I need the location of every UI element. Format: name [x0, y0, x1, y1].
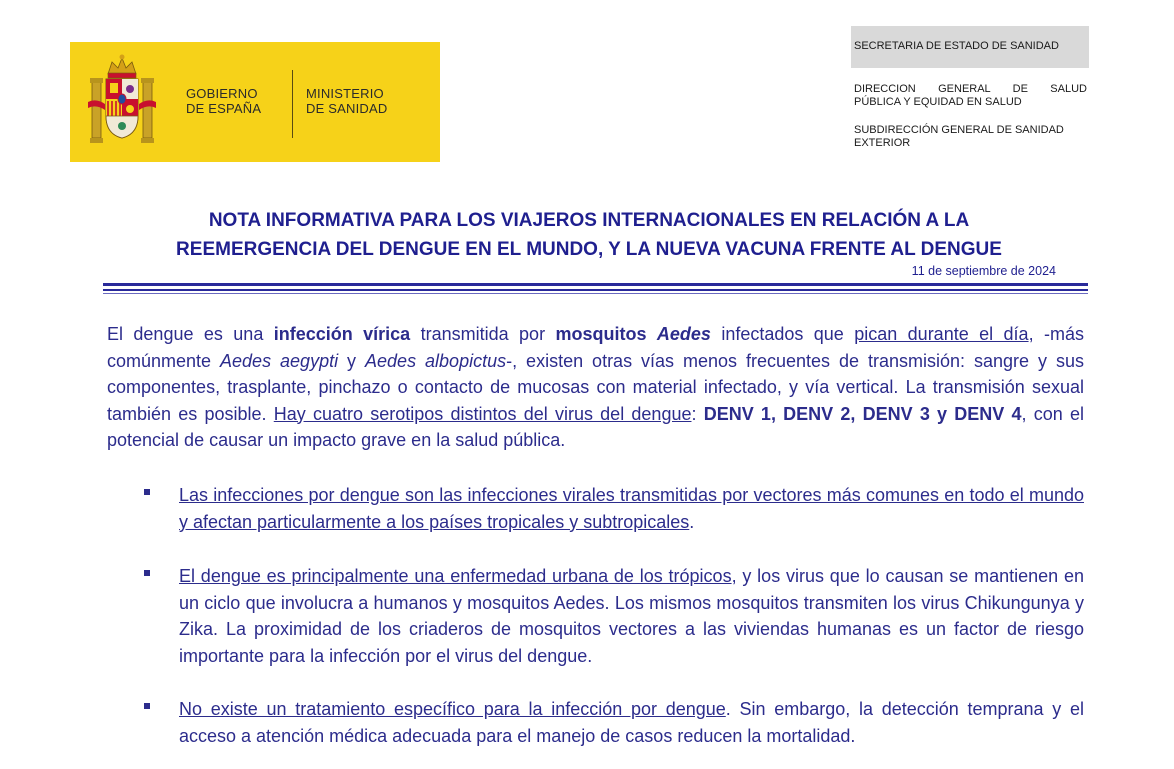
bullet-text: , y los virus que lo causan se mantienen en un ciclo que involucra a humanos y mosquitos Aedes. Los mismos mosquitos transmiten los virus Chikungunya y Zika. La proximidad de los criaderos de mosquitos vectores a las viviendas humanas es un factor de riesgo importante para la infección por el virus del dengue. [179, 566, 1084, 666]
intro-text: , -más comúnmente [107, 324, 1084, 371]
bullet-marker-icon [143, 489, 153, 499]
intro-text: , con el potencial de causar un impacto grave en la salud pública. [107, 403, 1084, 450]
intro-text: El dengue es una [107, 324, 274, 344]
direccion-general [854, 83, 1087, 109]
bullet-item [179, 482, 1084, 535]
intro-bold-italic: Aedes [656, 324, 711, 344]
bullet-marker-icon [143, 570, 153, 580]
intro-underline: Hay cuatro serotipos distintos del virus del dengue [273, 403, 692, 424]
min-line-2: DE SANIDAD [306, 101, 388, 116]
secretaria-label: SECRETARIA DE ESTADO DE SANIDAD [851, 26, 1089, 68]
gobierno-text [186, 86, 261, 116]
bullet-text: . Sin embargo, la detección temprana y el acceso a atención médica adecuada para el manejo de casos reducen la mortalidad. [179, 699, 1084, 746]
subdireccion-general [854, 124, 1087, 150]
intro-text: y [338, 350, 366, 371]
direccion-line-2: PÚBLICA Y EQUIDAD EN SALUD [854, 96, 1022, 108]
intro-text: : [691, 403, 704, 424]
document-date: 11 de septiembre de 2024 [911, 264, 1056, 278]
document-title [100, 206, 1078, 264]
title-rule-bottom [103, 293, 1088, 294]
bullet-underline: El dengue es principalmente una enfermedad urbana de los trópicos [179, 566, 732, 586]
bullet-item [179, 563, 1084, 669]
bullet-item [179, 696, 1084, 749]
ministerio-text [306, 86, 387, 116]
title-line-1: NOTA INFORMATIVA PARA LOS VIAJEROS INTERNACIONALES EN RELACIÓN A LA [208, 210, 970, 231]
intro-bold: infección vírica [273, 324, 411, 344]
intro-bold: DENV 1, DENV 2, DENV 3 y DENV 4 [703, 403, 1022, 424]
logo-divider [292, 70, 293, 138]
title-rule-top [103, 283, 1088, 286]
intro-paragraph [107, 321, 1084, 454]
gov-line-1: GOBIERNO [186, 86, 258, 101]
bullet-underline: Las infecciones por dengue son las infecciones virales transmitidas por vectores más comunes en todo el mundo y afectan particularmente a los países tropicales y subtropicales [179, 485, 1084, 532]
bullet-marker-icon [143, 703, 153, 713]
intro-italic: Aedes aegypti [220, 350, 339, 371]
min-line-1: MINISTERIO [306, 86, 384, 101]
subdireccion-line-1: SUBDIRECCIÓN GENERAL DE SANIDAD [854, 124, 1064, 136]
bullet-text: . [689, 511, 695, 532]
bullet-underline: No existe un tratamiento específico para la infección por dengue [179, 699, 726, 719]
title-rule-middle [103, 289, 1088, 291]
subdireccion-line-2: EXTERIOR [854, 137, 911, 149]
intro-bold: mosquitos [555, 324, 657, 344]
intro-italic: Aedes albopictus [365, 350, 507, 371]
direccion-line-1: DIRECCION GENERAL DE SALUD [854, 83, 1087, 95]
title-line-2: REEMERGENCIA DEL DENGUE EN EL MUNDO, Y LA NUEVA VACUNA FRENTE AL DENGUE [176, 239, 1002, 260]
coat-of-arms-icon [88, 52, 156, 152]
intro-underline: pican durante el día [854, 324, 1029, 344]
ministry-logo [70, 42, 440, 162]
gov-line-2: DE ESPAÑA [186, 101, 262, 116]
intro-text: -, existen otras vías menos frecuentes de transmisión: sangre y sus componentes, trasplante, pinchazo o contacto de mucosas con material infectado, y vía vertical. La transmisión sexual también es posible. [107, 350, 1084, 424]
intro-text: transmitida por [410, 324, 556, 344]
intro-text: infectados que [710, 324, 855, 344]
